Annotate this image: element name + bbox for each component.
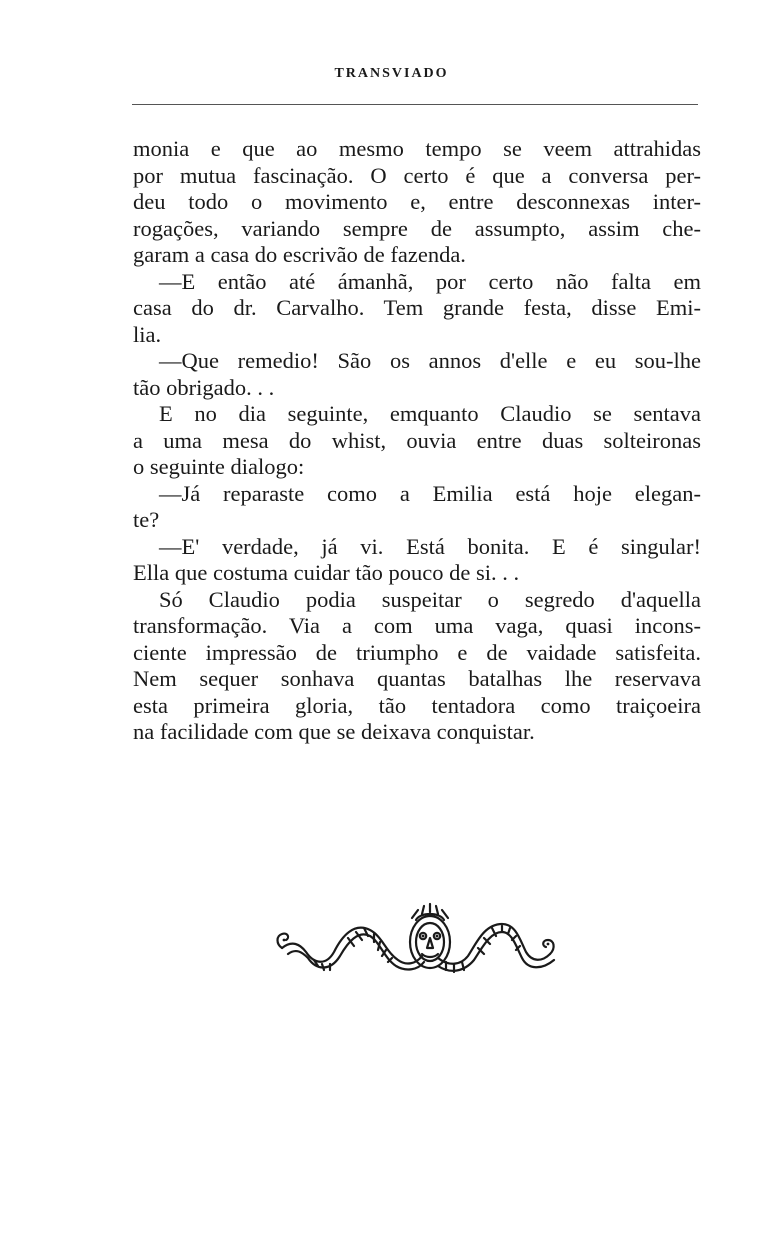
text-line: —E então até ámanhã, por certo não falta em — [159, 268, 701, 294]
text-line: transformação. Via a com uma vaga, quasi incons- — [133, 613, 701, 638]
serpent-mask-ornament-icon — [270, 900, 560, 990]
text-line: esta primeira gloria, tão tentadora como traiçoeira — [133, 692, 701, 718]
text-line: lia. — [133, 321, 162, 347]
text-line: monia e que ao mesmo tempo se veem attrahidas — [133, 136, 701, 161]
text-line: casa do dr. Carvalho. Tem grande festa, disse Emi- — [133, 295, 701, 320]
text-line: —Já reparaste como a Emilia está hoje elegan- — [159, 480, 701, 506]
text-line: a uma mesa do whist, ouvia entre duas solteironas — [133, 427, 701, 453]
text-line: o seguinte dialogo: — [133, 454, 305, 479]
text-line: garam a casa do escrivão de fazenda. — [133, 242, 466, 267]
text-line: por mutua fascinação. O certo é que a conversa per- — [133, 162, 701, 188]
text-line: te? — [133, 507, 160, 532]
text-line: na facilidade com que se deixava conquistar. — [133, 719, 535, 744]
text-line: Nem sequer sonhava quantas batalhas lhe reservava — [133, 666, 701, 691]
text-line: Só Claudio podia suspeitar o segredo d'aquella — [159, 586, 701, 612]
text-line: rogações, variando sempre de assumpto, assim che- — [133, 215, 701, 241]
text-line: tão obrigado. . . — [133, 374, 275, 400]
text-line: ciente impressão de triumpho e de vaidade satisfeita. — [133, 639, 701, 665]
text-line: E no dia seguinte, emquanto Claudio se sentava — [159, 401, 701, 426]
text-line: —E' verdade, já vi. Está bonita. E é singular! — [159, 533, 701, 559]
text-line: deu todo o movimento e, entre desconnexas inter- — [133, 189, 701, 214]
body-text — [133, 136, 701, 746]
running-header: TRANSVIADO — [334, 66, 449, 81]
text-line: —Que remedio! São os annos d'elle e eu sou-lhe — [159, 348, 701, 373]
text-line: Ella que costuma cuidar tão pouco de si. . . — [133, 560, 520, 585]
header-rule — [132, 104, 698, 105]
